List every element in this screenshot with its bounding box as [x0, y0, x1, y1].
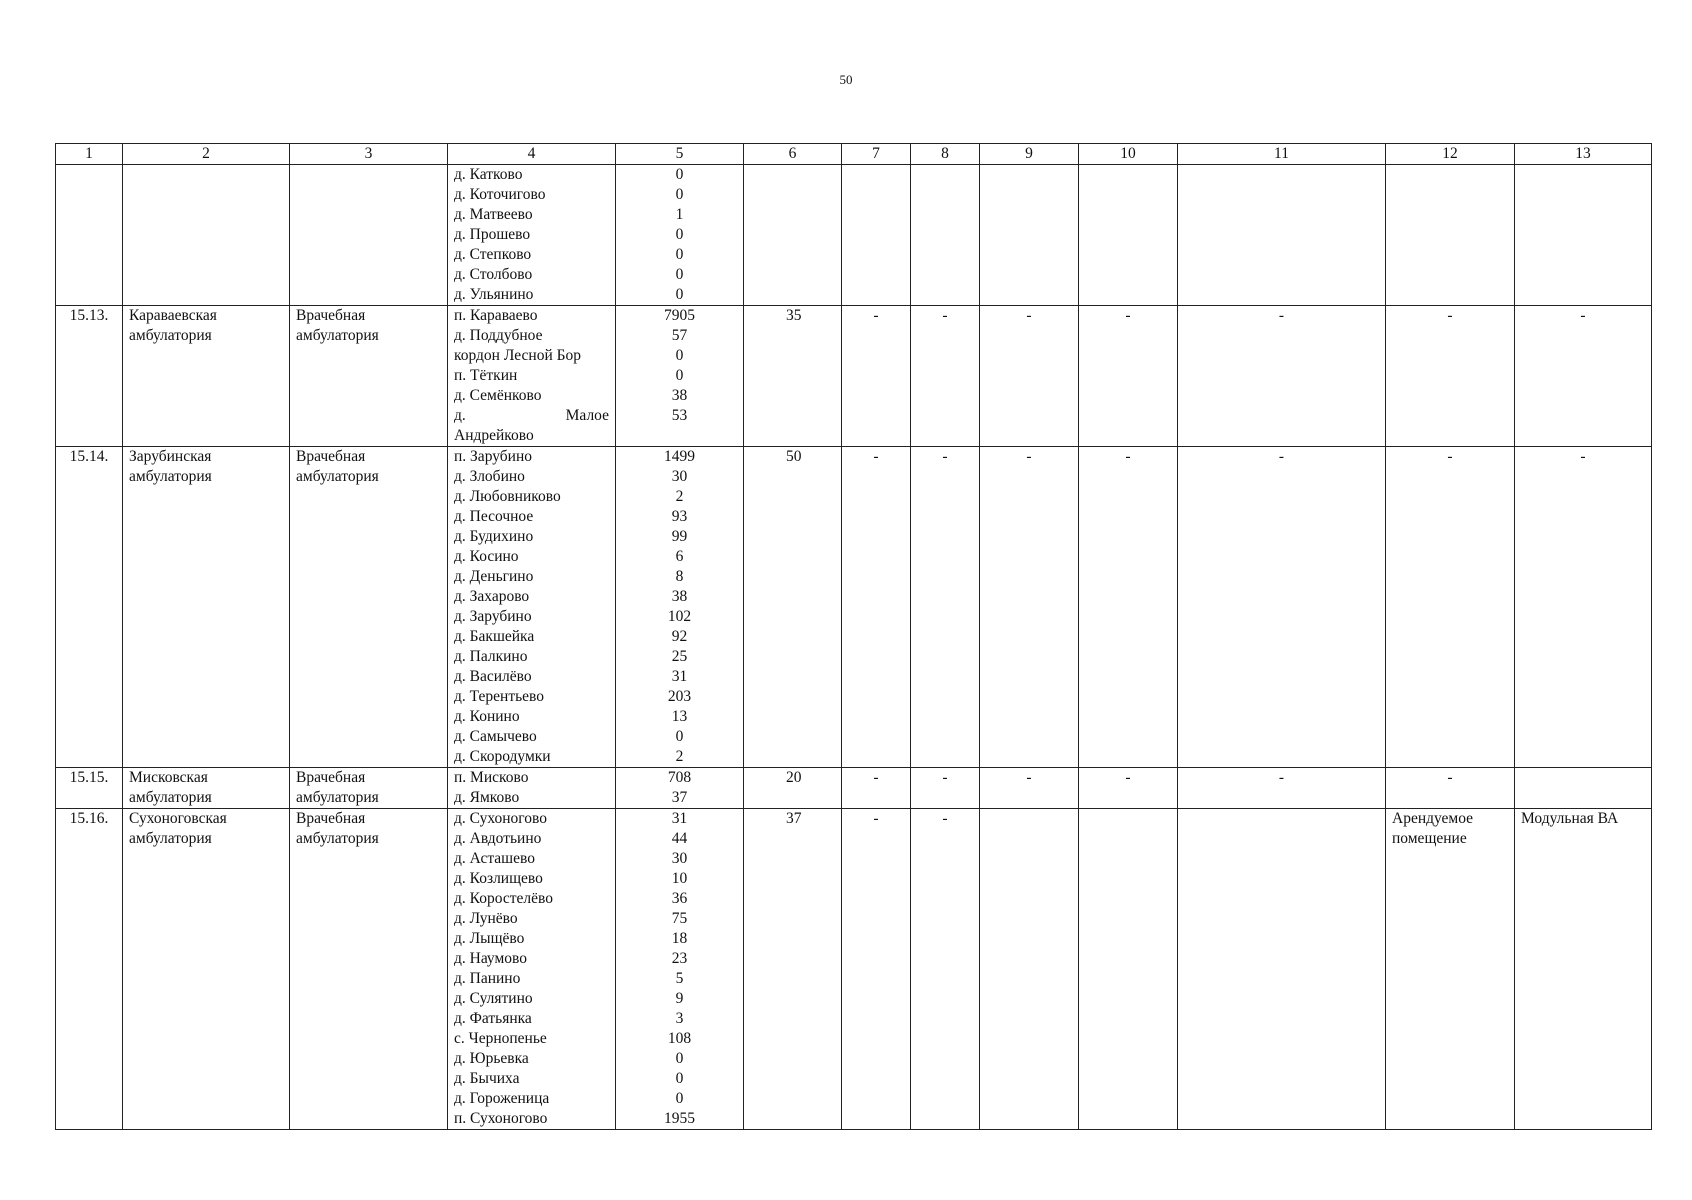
- settlement-continuation: Андрейково: [454, 427, 534, 444]
- col13-value: [1515, 165, 1652, 306]
- population: 8: [675, 568, 684, 585]
- population: 0: [675, 1070, 684, 1087]
- settlement: с. Чернопенье: [454, 1030, 547, 1047]
- population: 1955: [664, 1110, 695, 1127]
- col9-value: [980, 809, 1079, 1130]
- col6-value: [744, 165, 842, 306]
- settlement: д. Будихино: [454, 528, 534, 545]
- table-row: [56, 165, 1652, 306]
- facility-type: Врачебная амбулатория: [290, 768, 448, 809]
- col9-value: -: [980, 768, 1079, 809]
- population: 99: [671, 528, 688, 545]
- row-number: 15.16.: [56, 809, 123, 1130]
- population: 0: [675, 186, 684, 203]
- settlement: п. Тёткин: [454, 367, 518, 384]
- population: 75: [671, 910, 688, 927]
- table-row: [56, 306, 1652, 447]
- facility-type: Врачебная амбулатория: [290, 447, 448, 768]
- population: 30: [671, 850, 688, 867]
- population: 13: [671, 708, 688, 725]
- facility-type: Врачебная амбулатория: [290, 306, 448, 447]
- population: 92: [671, 628, 688, 645]
- population: 93: [671, 508, 688, 525]
- population: 23: [671, 950, 688, 967]
- population: 31: [671, 668, 688, 685]
- col9-value: -: [980, 447, 1079, 768]
- row-number: 15.14.: [56, 447, 123, 768]
- settlement: д. Катково: [454, 166, 523, 183]
- col-header: 11: [1178, 144, 1386, 165]
- col8-value: -: [911, 447, 980, 768]
- col7-value: [842, 165, 911, 306]
- facility-name: Зарубинская амбулатория: [123, 447, 290, 768]
- col-header: 3: [290, 144, 448, 165]
- col-header: 8: [911, 144, 980, 165]
- settlement: д. Любовниково: [454, 488, 561, 505]
- col12-value: Арендуемое помещение: [1386, 809, 1515, 1130]
- col7-value: -: [842, 306, 911, 447]
- population-list: [616, 768, 744, 809]
- col10-value: -: [1079, 768, 1178, 809]
- col-header: 10: [1079, 144, 1178, 165]
- col-header: 1: [56, 144, 123, 165]
- facility-name: [123, 165, 290, 306]
- settlement: д. Скородумки: [454, 748, 551, 765]
- population-list: [616, 306, 744, 447]
- population: 2: [675, 488, 684, 505]
- population: 9: [675, 990, 684, 1007]
- facility-type: [290, 165, 448, 306]
- col10-value: [1079, 809, 1178, 1130]
- settlement-list: [448, 447, 616, 768]
- settlement-list: [448, 768, 616, 809]
- col12-value: -: [1386, 447, 1515, 768]
- col12-value: -: [1386, 768, 1515, 809]
- page-number: 50: [839, 72, 853, 87]
- population: 6: [675, 548, 684, 565]
- population-list: [616, 809, 744, 1130]
- settlement-list: [448, 306, 616, 447]
- col13-value: -: [1515, 306, 1652, 447]
- population-list: [616, 165, 744, 306]
- settlement: д. Наумово: [454, 950, 527, 967]
- settlement: д. Коростелёво: [454, 890, 553, 907]
- row-number: 15.15.: [56, 768, 123, 809]
- population: 0: [675, 166, 684, 183]
- population: 2: [675, 748, 684, 765]
- population: 7905: [664, 307, 695, 324]
- row-number: [56, 165, 123, 306]
- col10-value: [1079, 165, 1178, 306]
- settlement: д. Панино: [454, 970, 521, 987]
- col9-value: [980, 165, 1079, 306]
- settlement: д. Ульянино: [454, 286, 534, 303]
- population: 1: [675, 206, 684, 223]
- col6-value: 35: [744, 306, 842, 447]
- col6-value: 50: [744, 447, 842, 768]
- settlement-list: [448, 165, 616, 306]
- col-header: 12: [1386, 144, 1515, 165]
- population: 203: [667, 688, 692, 705]
- settlement: д. Ямково: [454, 789, 520, 806]
- settlement: д. Асташево: [454, 850, 535, 867]
- settlement: д. Гороженица: [454, 1090, 550, 1107]
- col13-value: [1515, 768, 1652, 809]
- population: 25: [671, 648, 688, 665]
- population: 0: [675, 266, 684, 283]
- col-header: 9: [980, 144, 1079, 165]
- population: 0: [675, 246, 684, 263]
- col8-value: [911, 165, 980, 306]
- facilities-table: [55, 143, 1652, 1130]
- population: 18: [671, 930, 688, 947]
- header-row: [56, 144, 1652, 165]
- population: 0: [675, 367, 684, 384]
- settlement: п. Сухоногово: [454, 1110, 548, 1127]
- population: 57: [671, 327, 688, 344]
- population: 0: [675, 1090, 684, 1107]
- settlement: д. Степково: [454, 246, 532, 263]
- col-header: 6: [744, 144, 842, 165]
- population: 102: [667, 608, 692, 625]
- settlement: д. Юрьевка: [454, 1050, 529, 1067]
- facility-type: Врачебная амбулатория: [290, 809, 448, 1130]
- population: 0: [675, 1050, 684, 1067]
- col-header: 7: [842, 144, 911, 165]
- settlement: д. Семёнково: [454, 387, 542, 404]
- population: 31: [671, 810, 688, 827]
- settlement: д. Лыщёво: [454, 930, 525, 947]
- settlement: д. Козлищево: [454, 870, 543, 887]
- population: 38: [671, 588, 688, 605]
- population: 44: [671, 830, 688, 847]
- col12-value: [1386, 165, 1515, 306]
- settlement-word: Малое: [565, 407, 609, 424]
- col10-value: -: [1079, 447, 1178, 768]
- col8-value: -: [911, 768, 980, 809]
- settlement: д. Злобино: [454, 468, 525, 485]
- settlement: д. Палкино: [454, 648, 528, 665]
- population: 5: [675, 970, 684, 987]
- table-row: [56, 447, 1652, 768]
- settlement-prefix: д.: [454, 407, 466, 424]
- col8-value: -: [911, 306, 980, 447]
- population: 0: [675, 347, 684, 364]
- settlement: д. Конино: [454, 708, 520, 725]
- facility-name: Мисковская амбулатория: [123, 768, 290, 809]
- population: [622, 426, 737, 446]
- population: 10: [671, 870, 688, 887]
- population: 36: [671, 890, 688, 907]
- settlement: д. Лунёво: [454, 910, 518, 927]
- col11-value: -: [1178, 768, 1386, 809]
- population: 708: [667, 769, 692, 786]
- population: 30: [671, 468, 688, 485]
- settlement: п. Зарубино: [454, 448, 533, 465]
- population: 108: [667, 1030, 692, 1047]
- settlement-list: [448, 809, 616, 1130]
- settlement: д. Сухоногово: [454, 810, 547, 827]
- col7-value: -: [842, 809, 911, 1130]
- facility-name: Караваевская амбулатория: [123, 306, 290, 447]
- col7-value: -: [842, 447, 911, 768]
- col-header: 13: [1515, 144, 1652, 165]
- col-header: 2: [123, 144, 290, 165]
- settlement: д. Василёво: [454, 668, 532, 685]
- settlement: д. Поддубное: [454, 327, 543, 344]
- settlement: д. Песочное: [454, 508, 534, 525]
- settlement: п. Караваево: [454, 307, 538, 324]
- settlement: д. Захарово: [454, 588, 530, 605]
- population: 0: [675, 226, 684, 243]
- settlement: п. Мисково: [454, 769, 529, 786]
- settlement: д. Столбово: [454, 266, 533, 283]
- population: 37: [671, 789, 688, 806]
- col8-value: -: [911, 809, 980, 1130]
- population: 53: [671, 407, 688, 424]
- col9-value: -: [980, 306, 1079, 447]
- settlement: д. Косино: [454, 548, 519, 565]
- settlement: кордон Лесной Бор: [454, 347, 582, 364]
- settlement: д. Коточигово: [454, 186, 546, 203]
- population: 1499: [664, 448, 695, 465]
- settlement: [454, 406, 609, 426]
- col6-value: 37: [744, 809, 842, 1130]
- population: 0: [675, 286, 684, 303]
- settlement: д. Сулятино: [454, 990, 533, 1007]
- col-header: 5: [616, 144, 744, 165]
- col10-value: -: [1079, 306, 1178, 447]
- population-list: [616, 447, 744, 768]
- col11-value: -: [1178, 447, 1386, 768]
- col6-value: 20: [744, 768, 842, 809]
- settlement: д. Зарубино: [454, 608, 532, 625]
- col11-value: -: [1178, 306, 1386, 447]
- settlement: д. Бакшейка: [454, 628, 535, 645]
- col13-value: Модульная ВА: [1515, 809, 1652, 1130]
- population: 0: [675, 728, 684, 745]
- col-header: 4: [448, 144, 616, 165]
- table-row: [56, 768, 1652, 809]
- table-row: [56, 809, 1652, 1130]
- settlement: д. Терентьево: [454, 688, 545, 705]
- population: 38: [671, 387, 688, 404]
- settlement: д. Прошево: [454, 226, 531, 243]
- settlement: д. Матвеево: [454, 206, 533, 223]
- col12-value: -: [1386, 306, 1515, 447]
- col11-value: [1178, 165, 1386, 306]
- settlement: д. Самычево: [454, 728, 537, 745]
- row-number: 15.13.: [56, 306, 123, 447]
- population: 3: [675, 1010, 684, 1027]
- settlement: д. Авдотьино: [454, 830, 542, 847]
- col13-value: -: [1515, 447, 1652, 768]
- facility-name: Сухоноговская амбулатория: [123, 809, 290, 1130]
- settlement: д. Фатьянка: [454, 1010, 532, 1027]
- settlement: д. Бычиха: [454, 1070, 520, 1087]
- settlement: д. Деньгино: [454, 568, 534, 585]
- col11-value: [1178, 809, 1386, 1130]
- col7-value: -: [842, 768, 911, 809]
